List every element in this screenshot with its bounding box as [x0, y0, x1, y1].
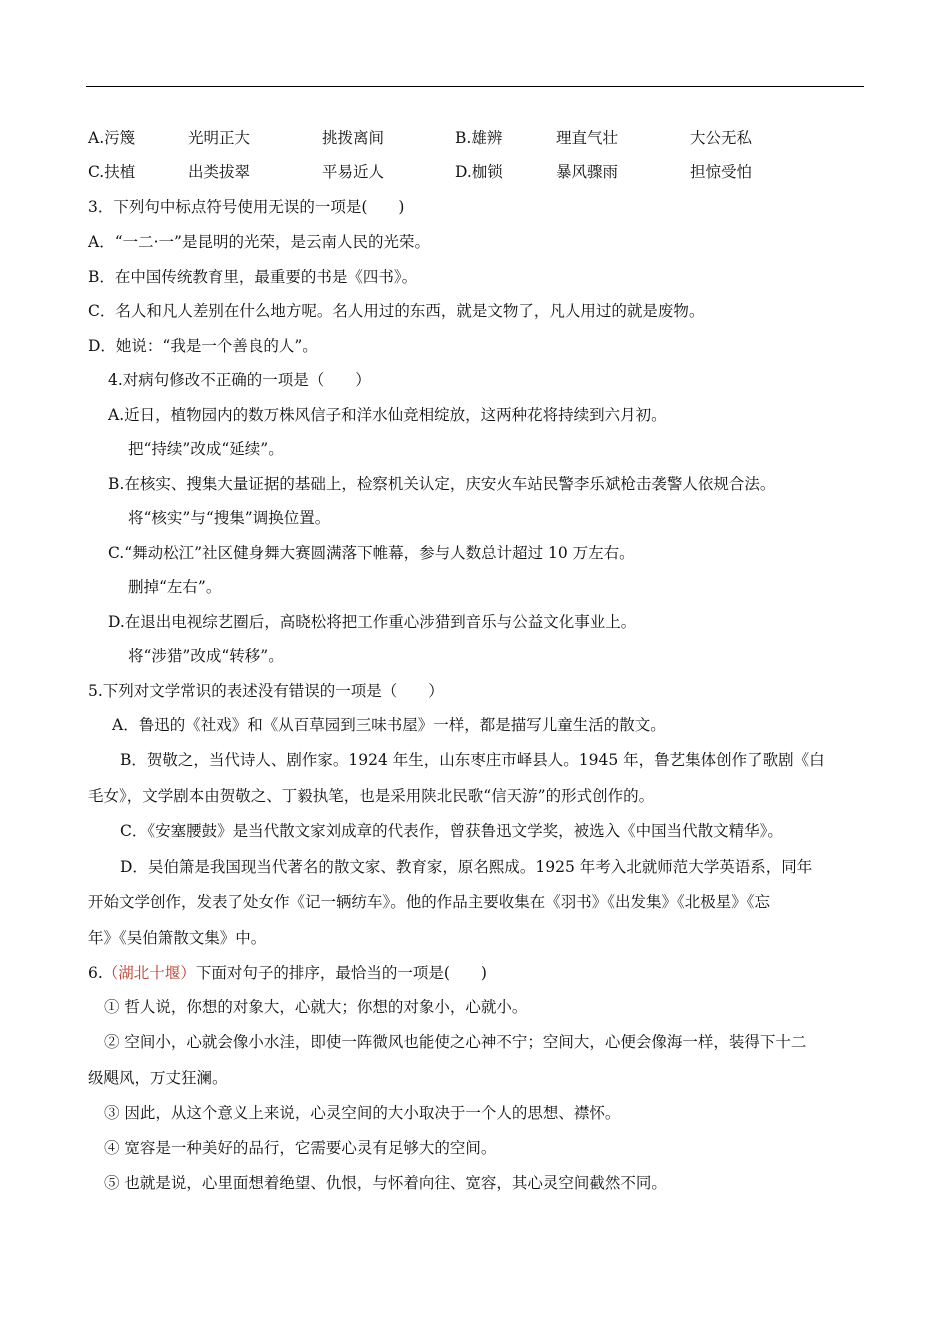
question-6-sentence-4: ④ 宽容是一种美好的品行，它需要心灵有足够大的空间。 — [104, 1139, 497, 1157]
question-5-option-a: A．鲁迅的《社戏》和《从百草园到三味书屋》一样，都是描写儿童生活的散文。 — [112, 716, 666, 734]
option-a-label: A.污篾 — [88, 129, 136, 147]
question-6-source: （湖北十堰） — [102, 964, 196, 982]
question-5-option-d-cont: 年》《吴伯箫散文集》中。 — [88, 929, 267, 947]
question-3-option-c: C．名人和凡人差别在什么地方呢。名人用过的东西，就是文物了，凡人用过的就是废物。 — [88, 302, 705, 320]
option-cell: 担惊受怕 — [690, 163, 753, 181]
question-4-option-b-fix: 将“核实”与“搜集”调换位置。 — [128, 509, 331, 527]
question-5-option-d-cont: 开始文学创作，发表了处女作《记一辆纺车》。他的作品主要收集在《羽书》《出发集》《北极星》《忘 — [88, 893, 771, 911]
option-cell: 挑拨离间 — [322, 129, 385, 147]
question-5-option-c: C．《安塞腰鼓》是当代散文家刘成章的代表作，曾获鲁迅文学奖，被选入《中国当代散文精华》。 — [120, 822, 783, 840]
option-cell: 暴风骤雨 — [556, 163, 619, 181]
question-6-sentence-5: ⑤ 也就是说，心里面想着绝望、仇恨，与怀着向往、宽容，其心灵空间截然不同。 — [104, 1174, 667, 1192]
question-6-sentence-2: ② 空间小，心就会像小水洼，即使一阵微风也能使之心神不宁；空间大，心便会像海一样，装得下十二 — [104, 1033, 807, 1051]
header-rule — [86, 86, 864, 87]
question-5-option-b: B．贺敬之，当代诗人、剧作家。1924 年生，山东枣庄市峄县人。1945 年，鲁艺集体创作了歌剧《白 — [120, 751, 825, 769]
question-4-option-d: D.在退出电视综艺圈后，高晓松将把工作重心涉猎到音乐与公益文化事业上。 — [108, 613, 637, 631]
question-5-option-b-cont: 毛女》，文学剧本由贺敬之、丁毅执笔，也是采用陕北民歌“信天游”的形式创作的。 — [88, 787, 655, 805]
option-cell: 平易近人 — [322, 163, 385, 181]
question-6-stem: 下面对句子的排序，最恰当的一项是( ) — [195, 964, 487, 982]
question-4-option-a-fix: 把“持续”改成“延续”。 — [128, 440, 284, 458]
question-4-stem: 4.对病句修改不正确的一项是（ ） — [108, 371, 371, 389]
question-4-option-c-fix: 删掉“左右”。 — [128, 578, 222, 596]
question-6-stem-line — [88, 963, 487, 983]
question-3-option-b: B．在中国传统教育里，最重要的书是《四书》。 — [88, 268, 418, 286]
question-3-option-a: A．“一二·一”是昆明的光荣，是云南人民的光荣。 — [88, 233, 430, 251]
question-6-number: 6. — [88, 964, 103, 982]
option-cell: 光明正大 — [188, 129, 251, 147]
question-4-option-b: B.在核实、搜集大量证据的基础上，检察机关认定，庆安火车站民警李乐斌枪击袭警人依规合法。 — [108, 475, 776, 493]
option-c-label: C.扶植 — [88, 163, 136, 181]
question-4-option-c: C.“舞动松江”社区健身舞大赛圆满落下帷幕，参与人数总计超过 10 万左右。 — [108, 544, 635, 562]
option-b-label: B.雄辨 — [455, 129, 503, 147]
question-4-option-d-fix: 将“涉猎”改成“转移”。 — [128, 647, 284, 665]
option-cell: 理直气壮 — [556, 129, 619, 147]
option-cell: 出类拔翠 — [188, 163, 251, 181]
question-5-stem: 5.下列对文学常识的表述没有错误的一项是（ ） — [88, 682, 444, 700]
question-4-option-a: A.近日，植物园内的数万株风信子和洋水仙竞相绽放，这两种花将持续到六月初。 — [108, 406, 667, 424]
question-6-sentence-2-cont: 级飓风，万丈狂澜。 — [88, 1069, 228, 1087]
question-3-option-d: D．她说：“我是一个善良的人”。 — [88, 337, 318, 355]
question-5-option-d: D．吴伯箫是我国现当代著名的散文家、教育家，原名熙成。1925 年考入北就师范大学英语系，同年 — [120, 858, 813, 876]
question-6-sentence-3: ③ 因此，从这个意义上来说，心灵空间的大小取决于一个人的思想、襟怀。 — [104, 1104, 621, 1122]
option-cell: 大公无私 — [690, 129, 753, 147]
question-6-sentence-1: ① 哲人说，你想的对象大，心就大；你想的对象小，心就小。 — [104, 998, 528, 1016]
question-3-stem: 3．下列句中标点符号使用无误的一项是( ) — [88, 198, 405, 216]
option-d-label: D.枷锁 — [455, 163, 503, 181]
